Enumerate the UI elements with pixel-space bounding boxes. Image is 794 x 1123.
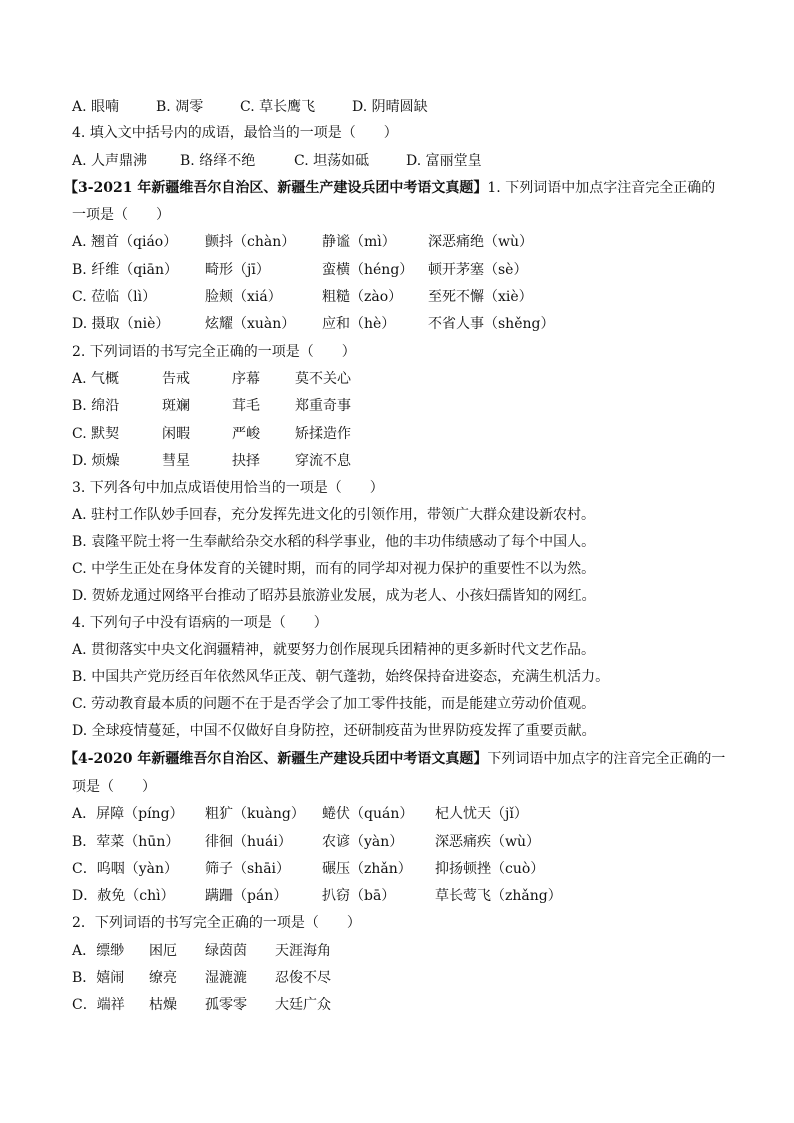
cell: 郑重奇事 [295,398,351,414]
section-2020-q1-stem-cont: 项是（ ） [72,779,156,795]
cell: C. 默契 [72,426,120,442]
option: D. 阴晴圆缺 [352,99,428,115]
cell: D．赦免（chì） [72,888,175,904]
cell: 大廷广众 [275,997,331,1013]
section-header: 【4-2020 年新疆维吾尔自治区、新疆生产建设兵团中考语文真题】 [64,751,488,767]
q4-option: D. 全球疫情蔓延，中国不仅做好自身防控，还研制疫苗为世界防疫发挥了重要贡献。 [72,723,596,739]
cell: 茸毛 [232,398,260,414]
cell: 蛮横（héng） [322,262,414,278]
cell: 至死不懈（xiè） [428,289,533,305]
q3-option: A. 驻村工作队妙手回春，充分发挥先进文化的引领作用，带领广大群众建设新农村。 [72,507,596,523]
option: A. 人声鼎沸 [72,153,148,169]
option: C. 坦荡如砥 [294,153,370,169]
cell: 缭亮 [149,970,177,986]
cell: 彗星 [162,453,190,469]
cell: C．端祥 [72,997,125,1013]
q4-option: B. 中国共产党历经百年依然风华正茂、朝气蓬勃，始终保持奋进姿态，充满生机活力。 [72,669,610,685]
q3-option: C. 中学生正处在身体发育的关键时期，而有的同学却对视力保护的重要性不以为然。 [72,561,596,577]
cell: D. 烦燥 [72,453,120,469]
cell: B．嬉闹 [72,970,125,986]
q4-option: A. 贯彻落实中央文化润疆精神，就要努力创作展现兵团精神的更多新时代文艺作品。 [72,642,596,658]
section-header: 【3-2021 年新疆维吾尔自治区、新疆生产建设兵团中考语文真题】 [64,180,488,196]
cell: 不省人事（shěng） [428,316,555,332]
cell: 莫不关心 [295,371,351,387]
cell: 碾压（zhǎn） [322,861,412,877]
section-2020-q1-stem [64,749,726,769]
cell: 困厄 [149,943,177,959]
q3-option: D. 贺娇龙通过网络平台推动了昭苏县旅游业发展，成为老人、小孩妇孺皆知的网红。 [72,588,596,604]
option: B. 凋零 [156,99,204,115]
q4-stem: 4. 下列句子中没有语病的一项是（ ） [72,615,328,631]
cell: A. 气概 [72,371,120,387]
cell: 扒窃（bā） [322,888,396,904]
cell: D. 摄取（niè） [72,316,170,332]
option: C. 草长鹰飞 [240,99,316,115]
cell: B. 绵沿 [72,398,120,414]
cell: 炫耀（xuàn） [205,316,296,332]
cell: 天涯海角 [275,943,331,959]
cell: 忍俊不尽 [275,970,331,986]
cell: 蹒跚（pán） [205,888,288,904]
cell: 颤抖（chàn） [205,234,296,250]
q4-option: C. 劳动教育最本质的问题不在于是否学会了加工零件技能，而是能建立劳动价值观。 [72,696,596,712]
question-stem: 1. 下列词语中加点字注音完全正确的 [487,180,716,196]
cell: 杞人忧天（jǐ） [435,806,528,822]
q2-stem: 2. 下列词语的书写完全正确的一项是（ ） [72,344,356,360]
cell: 静谧（mì） [322,234,396,250]
cell: 抑扬顿挫（cuò） [435,861,545,877]
cell: B．荤菜（hūn） [72,834,180,850]
cell: 枯燥 [149,997,177,1013]
cell: B. 纤维（qiān） [72,262,178,278]
cell: 深恶痛绝（wù） [428,234,533,250]
cell: A. 翘首（qiáo） [72,234,178,250]
cell: 告戒 [162,371,190,387]
cell: 草长莺飞（zhǎng） [435,888,562,904]
option: A. 眼喃 [72,99,120,115]
cell: 徘徊（huái） [205,834,292,850]
cell: 严峻 [232,426,260,442]
cell: C．呜咽（yàn） [72,861,178,877]
option: B. 络绎不绝 [180,153,256,169]
cell: 孤零零 [205,997,247,1013]
cell: 序幕 [232,371,260,387]
cell: A．屏障（píng） [72,806,184,822]
cell: 农谚（yàn） [322,834,404,850]
cell: 畸形（jī） [205,262,270,278]
q2-stem: 2．下列词语的书写完全正确的一项是（ ） [72,915,361,931]
cell: 蜷伏（quán） [322,806,414,822]
question-stem: 下列词语中加点字的注音完全正确的一 [487,751,726,767]
cell: 粗糙（zào） [322,289,403,305]
section-2021-q1-stem-cont: 一项是（ ） [72,207,170,223]
q3-stem: 3. 下列各句中加点成语使用恰当的一项是（ ） [72,480,384,496]
option: D. 富丽堂皇 [406,153,482,169]
cell: 筛子（shāi） [205,861,291,877]
cell: C. 莅临（lì） [72,289,157,305]
cell: 顿开茅塞（sè） [428,262,528,278]
cell: 闲暇 [162,426,190,442]
cell: 粗犷（kuàng） [205,806,305,822]
prev-q4-stem: 4. 填入文中括号内的成语，最恰当的一项是（ ） [72,125,398,141]
cell: 斑斓 [162,398,190,414]
section-2021-q1-stem [64,178,716,198]
cell: 脸颊（xiá） [205,289,282,305]
q3-option: B. 袁隆平院士将一生奉献给杂交水稻的科学事业，他的丰功伟绩感动了每个中国人。 [72,534,596,550]
cell: 湿漉漉 [205,970,247,986]
cell: 绿茵茵 [205,943,247,959]
cell: 深恶痛疾（wù） [435,834,540,850]
cell: 穿流不息 [295,453,351,469]
cell: 应和（hè） [322,316,396,332]
cell: A．缥缈 [72,943,125,959]
cell: 抉择 [232,453,260,469]
cell: 矫揉造作 [295,426,351,442]
